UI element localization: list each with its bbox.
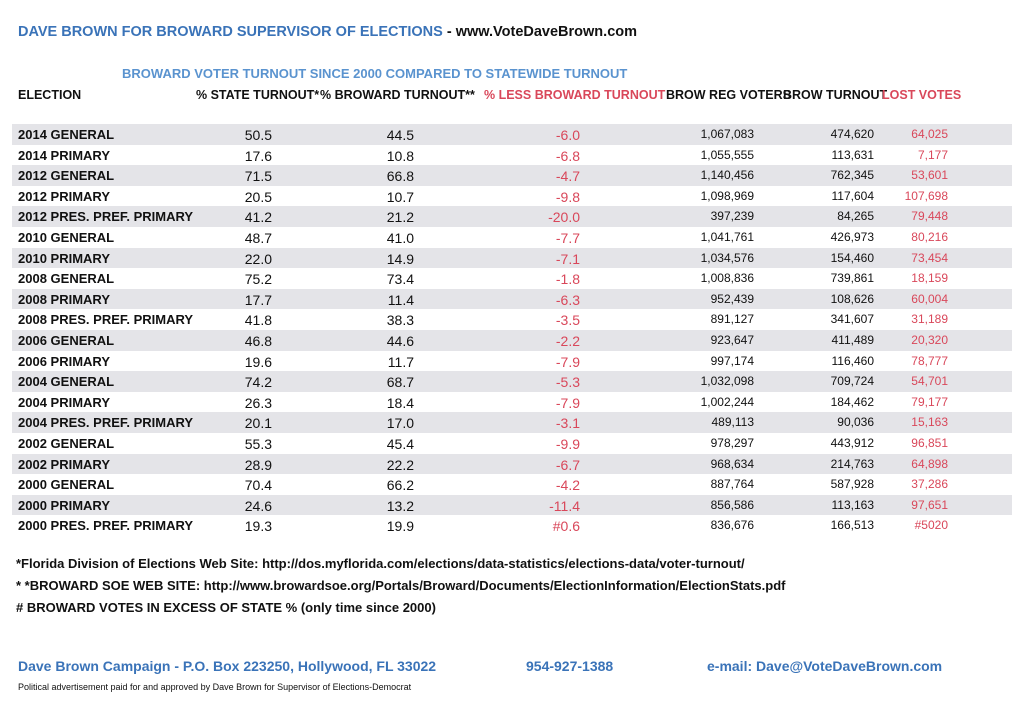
registered-voters: 997,174 xyxy=(710,353,754,368)
note-broward-source: * *BROWARD SOE WEB SITE: http://www.browardsoe.org/Portals/Broward/Documents/ElectionInformation/ElectionStats.pdf xyxy=(16,578,786,593)
broward-turnout-count: 443,912 xyxy=(830,435,874,450)
state-turnout: 70.4 xyxy=(244,477,272,494)
broward-turnout: 38.3 xyxy=(386,312,414,329)
broward-turnout-count: 90,036 xyxy=(837,415,874,430)
less-broward-turnout: -3.5 xyxy=(555,312,580,329)
note-state-source: *Florida Division of Elections Web Site: http://dos.myflorida.com/elections/data-statistics/elections-data/voter-turnout/ xyxy=(16,556,745,571)
col-head-state-turnout: % STATE TURNOUT* xyxy=(196,88,320,102)
lost-votes: 64,898 xyxy=(911,456,948,471)
broward-turnout: 18.4 xyxy=(386,394,414,411)
registered-voters: 1,098,969 xyxy=(700,188,754,203)
election-name: 2004 PRIMARY xyxy=(18,394,110,410)
broward-turnout-count: 426,973 xyxy=(830,229,874,244)
state-turnout: 20.5 xyxy=(244,188,272,205)
less-broward-turnout: -2.2 xyxy=(555,332,580,349)
lost-votes: 53,601 xyxy=(911,168,948,183)
state-turnout: 26.3 xyxy=(244,394,272,411)
election-name: 2014 PRIMARY xyxy=(18,147,110,163)
state-turnout: 46.8 xyxy=(244,332,272,349)
note-excess: # BROWARD VOTES IN EXCESS OF STATE % (only time since 2000) xyxy=(16,600,436,615)
col-head-reg-voters: BROW REG VOTERS xyxy=(666,88,792,102)
state-turnout: 17.7 xyxy=(244,291,272,308)
registered-voters: 1,067,083 xyxy=(700,127,754,141)
registered-voters: 856,586 xyxy=(710,497,754,512)
less-broward-turnout: -9.8 xyxy=(555,188,580,205)
state-turnout: 28.9 xyxy=(244,456,272,473)
lost-votes: 15,163 xyxy=(911,415,948,430)
broward-turnout: 73.4 xyxy=(386,271,414,288)
state-turnout: 20.1 xyxy=(244,415,272,432)
lost-votes: 73,454 xyxy=(911,250,948,265)
table-row xyxy=(12,289,1012,310)
broward-turnout: 44.5 xyxy=(386,127,414,143)
less-broward-turnout: -4.7 xyxy=(555,168,580,185)
election-name: 2014 GENERAL xyxy=(18,127,115,142)
broward-turnout-count: 411,489 xyxy=(831,332,874,347)
broward-turnout-count: 474,620 xyxy=(830,127,874,141)
election-name: 2000 PRES. PREF. PRIMARY xyxy=(18,518,194,534)
table-row xyxy=(12,495,1012,516)
table-row xyxy=(12,412,1012,433)
table-row xyxy=(12,165,1012,186)
registered-voters: 1,140,456 xyxy=(700,168,754,183)
broward-turnout-count: 184,462 xyxy=(830,394,874,409)
broward-turnout-count: 166,513 xyxy=(830,518,874,533)
table-row xyxy=(12,268,1012,289)
state-turnout: 71.5 xyxy=(244,168,272,185)
footer-email: e-mail: Dave@VoteDaveBrown.com xyxy=(707,658,943,674)
lost-votes: 107,698 xyxy=(904,188,948,203)
state-turnout: 19.3 xyxy=(244,518,272,535)
state-turnout: 19.6 xyxy=(244,353,272,370)
less-broward-turnout: #0.6 xyxy=(552,518,580,535)
registered-voters: 952,439 xyxy=(710,291,754,306)
broward-turnout: 13.2 xyxy=(386,497,414,514)
footer-phone: 954-927-1388 xyxy=(526,658,614,674)
lost-votes: #5020 xyxy=(914,518,948,533)
less-broward-turnout: -3.1 xyxy=(555,415,580,432)
less-broward-turnout: -20.0 xyxy=(548,209,580,226)
lost-votes: 37,286 xyxy=(911,477,948,492)
lost-votes: 80,216 xyxy=(911,229,948,244)
registered-voters: 978,297 xyxy=(710,435,754,450)
broward-turnout-count: 154,460 xyxy=(830,250,874,265)
broward-turnout: 10.8 xyxy=(386,147,414,164)
election-name: 2008 PRES. PREF. PRIMARY xyxy=(18,312,194,328)
election-name: 2012 PRIMARY xyxy=(18,188,110,204)
election-name: 2010 GENERAL xyxy=(18,229,115,245)
table-row xyxy=(12,145,1012,166)
registered-voters: 1,055,555 xyxy=(700,147,754,162)
broward-turnout: 66.8 xyxy=(386,168,414,185)
lost-votes: 96,851 xyxy=(911,435,948,450)
election-name: 2000 PRIMARY xyxy=(18,497,110,513)
election-name: 2004 PRES. PREF. PRIMARY xyxy=(18,415,194,431)
broward-turnout: 21.2 xyxy=(386,209,414,226)
table-row xyxy=(12,474,1012,495)
less-broward-turnout: -11.4 xyxy=(549,497,580,514)
campaign-title: DAVE BROWN FOR BROWARD SUPERVISOR OF ELECTIONS xyxy=(18,24,443,40)
broward-turnout-count: 214,763 xyxy=(830,456,874,471)
table-row xyxy=(12,206,1012,227)
broward-turnout-count: 709,724 xyxy=(830,374,874,389)
col-head-less-broward: % LESS BROWARD TURNOUT xyxy=(484,88,666,102)
header-separator: - xyxy=(442,24,456,40)
state-turnout: 41.8 xyxy=(244,312,272,329)
lost-votes: 78,777 xyxy=(911,353,948,368)
lost-votes: 18,159 xyxy=(911,271,948,286)
state-turnout: 24.6 xyxy=(244,497,272,514)
broward-turnout-count: 739,861 xyxy=(830,271,874,286)
less-broward-turnout: -7.9 xyxy=(555,394,580,411)
election-name: 2008 PRIMARY xyxy=(18,291,110,307)
lost-votes: 20,320 xyxy=(911,332,948,347)
registered-voters: 1,002,244 xyxy=(700,394,754,409)
registered-voters: 891,127 xyxy=(710,312,754,327)
election-name: 2006 PRIMARY xyxy=(18,353,110,369)
registered-voters: 1,041,761 xyxy=(700,229,754,244)
broward-turnout: 41.0 xyxy=(386,229,414,246)
less-broward-turnout: -7.9 xyxy=(555,353,580,370)
state-turnout: 74.2 xyxy=(244,374,272,391)
election-name: 2002 GENERAL xyxy=(18,435,115,451)
registered-voters: 1,034,576 xyxy=(700,250,754,265)
less-broward-turnout: -4.2 xyxy=(555,477,580,494)
table-row xyxy=(12,309,1012,330)
state-turnout: 17.6 xyxy=(244,147,272,164)
footer-disclaimer: Political advertisement paid for and approved by Dave Brown for Supervisor of Elections-Democrat xyxy=(18,682,412,692)
broward-turnout: 10.7 xyxy=(386,188,414,205)
election-name: 2004 GENERAL xyxy=(18,374,115,390)
broward-turnout: 22.2 xyxy=(386,456,414,473)
election-name: 2008 GENERAL xyxy=(18,271,115,287)
registered-voters: 968,634 xyxy=(710,456,754,471)
col-head-brow-turnout: BROW TURNOUT xyxy=(783,88,888,102)
broward-turnout: 68.7 xyxy=(386,374,414,391)
less-broward-turnout: -6.3 xyxy=(555,291,580,308)
less-broward-turnout: -7.7 xyxy=(555,229,580,246)
broward-turnout-count: 84,265 xyxy=(837,209,874,224)
state-turnout: 41.2 xyxy=(244,209,272,226)
table-row xyxy=(12,433,1012,454)
col-head-lost-votes: LOST VOTES xyxy=(882,88,962,102)
less-broward-turnout: -5.3 xyxy=(555,374,580,391)
broward-turnout: 17.0 xyxy=(386,415,414,432)
broward-turnout-count: 108,626 xyxy=(830,291,874,306)
broward-turnout-count: 116,460 xyxy=(831,353,874,368)
less-broward-turnout: -9.9 xyxy=(555,435,580,452)
election-name: 2012 GENERAL xyxy=(18,168,115,184)
col-head-election: ELECTION xyxy=(18,88,82,102)
broward-turnout-count: 113,163 xyxy=(831,497,874,512)
lost-votes: 7,177 xyxy=(917,147,948,162)
broward-turnout-count: 117,604 xyxy=(831,188,874,203)
state-turnout: 22.0 xyxy=(244,250,272,267)
registered-voters: 923,647 xyxy=(710,332,754,347)
broward-turnout: 14.9 xyxy=(386,250,414,267)
broward-turnout: 66.2 xyxy=(386,477,414,494)
registered-voters: 489,113 xyxy=(711,415,754,430)
campaign-website: www.VoteDaveBrown.com xyxy=(455,24,638,40)
campaign-header xyxy=(18,24,637,40)
broward-turnout: 11.4 xyxy=(387,291,414,308)
lost-votes: 79,177 xyxy=(911,394,948,409)
table-row xyxy=(12,454,1012,475)
table-row xyxy=(12,227,1012,248)
broward-turnout: 45.4 xyxy=(386,435,414,452)
election-name: 2006 GENERAL xyxy=(18,332,115,348)
table-row xyxy=(12,515,1012,536)
broward-turnout: 44.6 xyxy=(386,332,414,349)
election-name: 2002 PRIMARY xyxy=(18,456,110,472)
election-name: 2010 PRIMARY xyxy=(18,250,110,266)
less-broward-turnout: -7.1 xyxy=(555,250,580,267)
broward-turnout-count: 587,928 xyxy=(830,477,874,492)
table-row xyxy=(12,351,1012,372)
registered-voters: 836,676 xyxy=(710,518,754,533)
lost-votes: 54,701 xyxy=(911,374,948,389)
col-head-broward-turnout: % BROWARD TURNOUT** xyxy=(320,88,475,102)
state-turnout: 50.5 xyxy=(244,127,272,143)
table-subtitle: BROWARD VOTER TURNOUT SINCE 2000 COMPARED TO STATEWIDE TURNOUT xyxy=(122,66,628,81)
less-broward-turnout: -6.7 xyxy=(555,456,580,473)
lost-votes: 60,004 xyxy=(911,291,948,306)
broward-turnout: 19.9 xyxy=(386,518,414,535)
lost-votes: 31,189 xyxy=(911,312,948,327)
table-row xyxy=(12,124,1012,145)
election-name: 2012 PRES. PREF. PRIMARY xyxy=(18,209,194,225)
broward-turnout-count: 113,631 xyxy=(831,147,874,162)
broward-turnout-count: 762,345 xyxy=(830,168,874,183)
state-turnout: 75.2 xyxy=(244,271,272,288)
registered-voters: 887,764 xyxy=(710,477,754,492)
table-row xyxy=(12,392,1012,413)
lost-votes: 97,651 xyxy=(911,497,948,512)
lost-votes: 79,448 xyxy=(911,209,948,224)
less-broward-turnout: -6.8 xyxy=(555,147,580,164)
registered-voters: 397,239 xyxy=(710,209,754,224)
broward-turnout-count: 341,607 xyxy=(830,312,874,327)
table-row xyxy=(12,186,1012,207)
state-turnout: 55.3 xyxy=(244,435,272,452)
election-name: 2000 GENERAL xyxy=(18,477,115,493)
registered-voters: 1,008,836 xyxy=(700,271,754,286)
table-row xyxy=(12,330,1012,351)
broward-turnout: 11.7 xyxy=(387,353,414,370)
table-row xyxy=(12,248,1012,269)
registered-voters: 1,032,098 xyxy=(700,374,754,389)
less-broward-turnout: -6.0 xyxy=(555,127,580,143)
turnout-table xyxy=(0,124,1024,536)
less-broward-turnout: -1.8 xyxy=(555,271,580,288)
state-turnout: 48.7 xyxy=(244,229,272,246)
lost-votes: 64,025 xyxy=(911,127,948,141)
table-row xyxy=(12,371,1012,392)
footer-address: Dave Brown Campaign - P.O. Box 223250, Hollywood, FL 33022 xyxy=(18,658,437,674)
